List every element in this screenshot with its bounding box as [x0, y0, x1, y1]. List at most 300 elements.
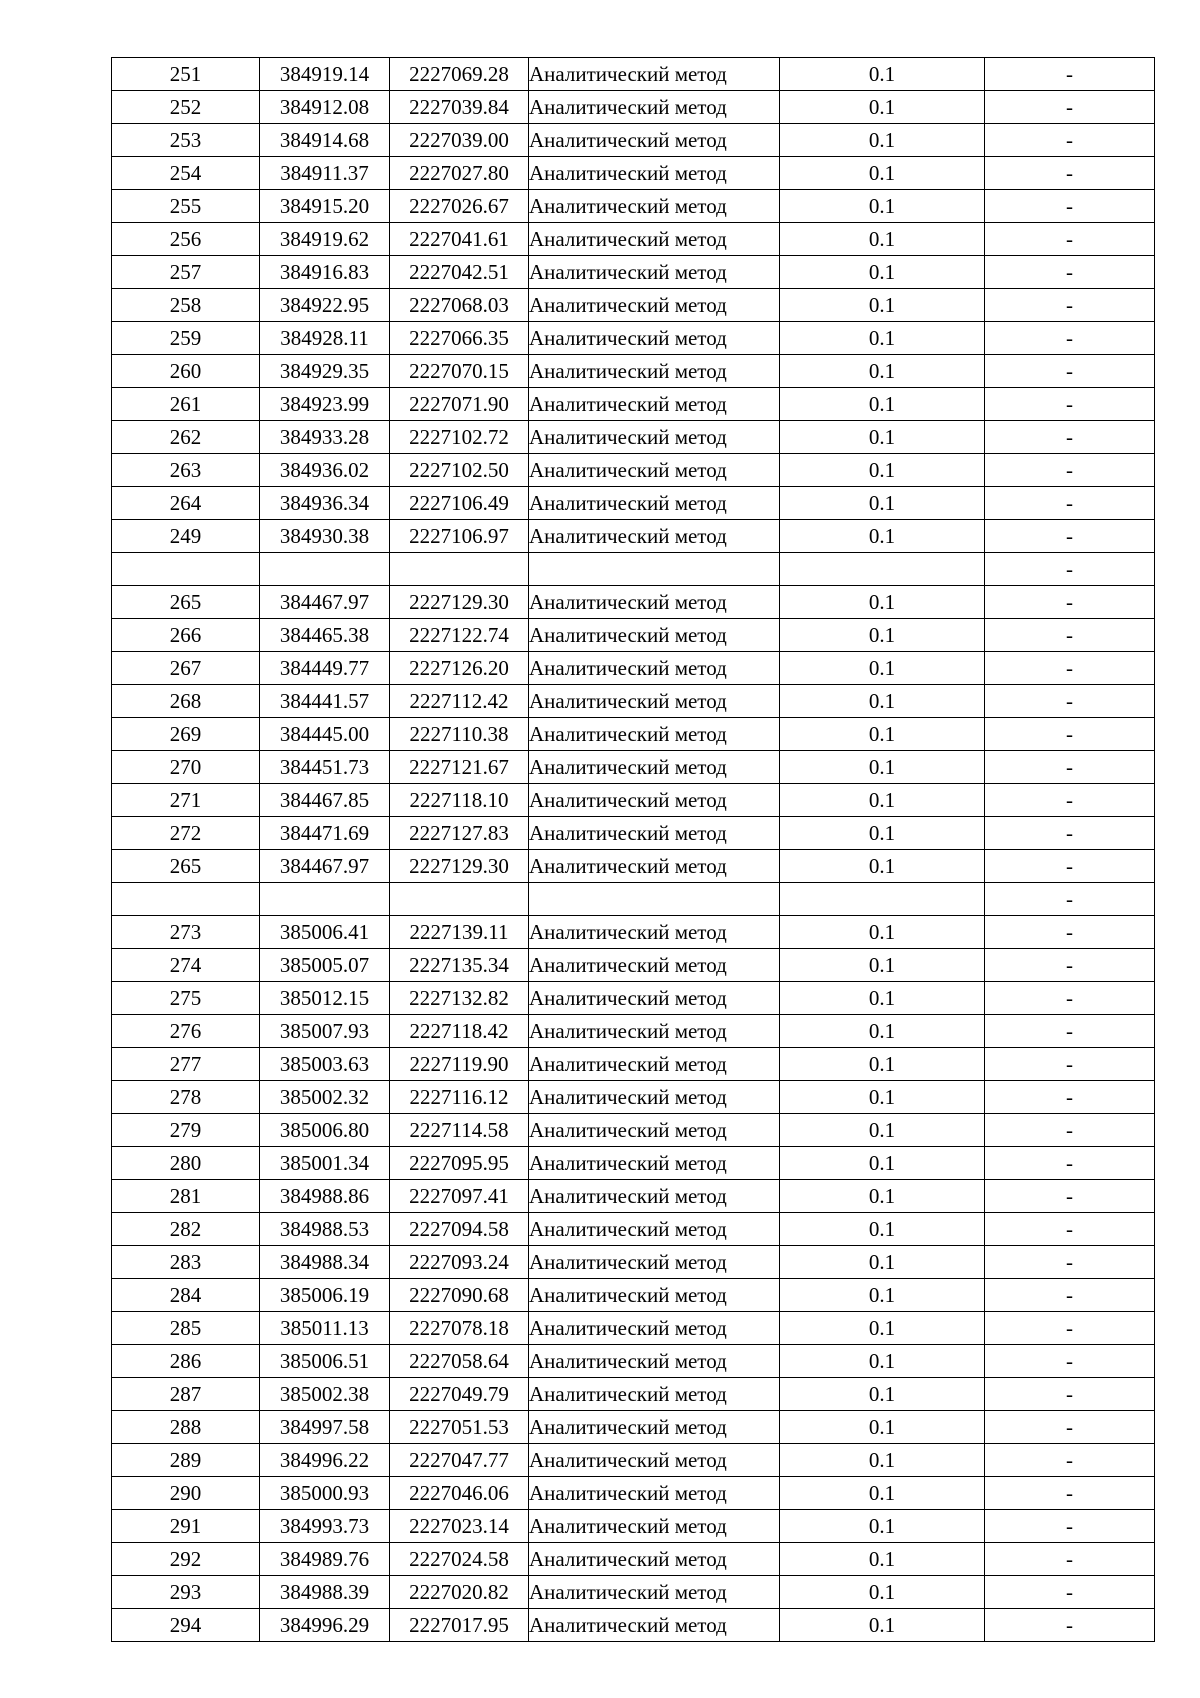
method-cell: Аналитический метод	[529, 388, 780, 421]
y-coordinate-cell: 2227095.95	[390, 1147, 529, 1180]
method-cell: Аналитический метод	[529, 1015, 780, 1048]
table-row	[112, 223, 1155, 256]
table-row	[112, 1609, 1155, 1642]
point-number-cell: 265	[112, 850, 260, 883]
accuracy-cell: 0.1	[780, 1444, 985, 1477]
y-coordinate-cell: 2227027.80	[390, 157, 529, 190]
note-cell: -	[985, 1411, 1155, 1444]
table-row	[112, 685, 1155, 718]
y-coordinate-cell: 2227135.34	[390, 949, 529, 982]
point-number-cell: 258	[112, 289, 260, 322]
table-row	[112, 1147, 1155, 1180]
point-number-cell: 279	[112, 1114, 260, 1147]
table-row	[112, 1543, 1155, 1576]
x-coordinate-cell: 384996.29	[260, 1609, 390, 1642]
note-cell: -	[985, 982, 1155, 1015]
method-cell: Аналитический метод	[529, 1213, 780, 1246]
table-row	[112, 1180, 1155, 1213]
x-coordinate-cell: 385007.93	[260, 1015, 390, 1048]
x-coordinate-cell: 384922.95	[260, 289, 390, 322]
accuracy-cell	[780, 553, 985, 586]
note-cell: -	[985, 1213, 1155, 1246]
accuracy-cell: 0.1	[780, 652, 985, 685]
point-number-cell: 261	[112, 388, 260, 421]
x-coordinate-cell	[260, 883, 390, 916]
accuracy-cell: 0.1	[780, 487, 985, 520]
note-cell: -	[985, 1510, 1155, 1543]
note-cell: -	[985, 322, 1155, 355]
accuracy-cell	[780, 883, 985, 916]
table-row	[112, 454, 1155, 487]
accuracy-cell: 0.1	[780, 1576, 985, 1609]
x-coordinate-cell	[260, 553, 390, 586]
point-number-cell: 268	[112, 685, 260, 718]
x-coordinate-cell: 384988.39	[260, 1576, 390, 1609]
x-coordinate-cell: 385011.13	[260, 1312, 390, 1345]
table-row	[112, 883, 1155, 916]
x-coordinate-cell: 384997.58	[260, 1411, 390, 1444]
point-number-cell: 265	[112, 586, 260, 619]
point-number-cell: 275	[112, 982, 260, 1015]
method-cell: Аналитический метод	[529, 256, 780, 289]
table-row	[112, 124, 1155, 157]
table-row	[112, 1510, 1155, 1543]
method-cell: Аналитический метод	[529, 652, 780, 685]
point-number-cell: 293	[112, 1576, 260, 1609]
accuracy-cell: 0.1	[780, 751, 985, 784]
point-number-cell: 266	[112, 619, 260, 652]
note-cell: -	[985, 1543, 1155, 1576]
table-row	[112, 817, 1155, 850]
point-number-cell: 282	[112, 1213, 260, 1246]
x-coordinate-cell: 384916.83	[260, 256, 390, 289]
coordinates-table-body	[112, 58, 1155, 1642]
method-cell: Аналитический метод	[529, 1477, 780, 1510]
note-cell: -	[985, 685, 1155, 718]
accuracy-cell: 0.1	[780, 58, 985, 91]
x-coordinate-cell: 384467.97	[260, 850, 390, 883]
x-coordinate-cell: 385006.41	[260, 916, 390, 949]
note-cell: -	[985, 883, 1155, 916]
accuracy-cell: 0.1	[780, 916, 985, 949]
y-coordinate-cell: 2227127.83	[390, 817, 529, 850]
method-cell: Аналитический метод	[529, 1114, 780, 1147]
accuracy-cell: 0.1	[780, 1279, 985, 1312]
table-row	[112, 1015, 1155, 1048]
method-cell: Аналитический метод	[529, 58, 780, 91]
x-coordinate-cell: 384471.69	[260, 817, 390, 850]
accuracy-cell: 0.1	[780, 1048, 985, 1081]
table-row	[112, 1279, 1155, 1312]
table-row	[112, 91, 1155, 124]
note-cell: -	[985, 1444, 1155, 1477]
point-number-cell: 263	[112, 454, 260, 487]
y-coordinate-cell: 2227116.12	[390, 1081, 529, 1114]
accuracy-cell: 0.1	[780, 1246, 985, 1279]
method-cell: Аналитический метод	[529, 1576, 780, 1609]
y-coordinate-cell: 2227132.82	[390, 982, 529, 1015]
x-coordinate-cell: 384912.08	[260, 91, 390, 124]
y-coordinate-cell: 2227042.51	[390, 256, 529, 289]
y-coordinate-cell: 2227068.03	[390, 289, 529, 322]
accuracy-cell: 0.1	[780, 1510, 985, 1543]
table-row	[112, 916, 1155, 949]
accuracy-cell: 0.1	[780, 1477, 985, 1510]
y-coordinate-cell: 2227097.41	[390, 1180, 529, 1213]
method-cell: Аналитический метод	[529, 520, 780, 553]
table-row	[112, 1378, 1155, 1411]
point-number-cell: 269	[112, 718, 260, 751]
point-number-cell: 294	[112, 1609, 260, 1642]
accuracy-cell: 0.1	[780, 1411, 985, 1444]
note-cell: -	[985, 454, 1155, 487]
point-number-cell: 267	[112, 652, 260, 685]
method-cell: Аналитический метод	[529, 982, 780, 1015]
note-cell: -	[985, 1180, 1155, 1213]
note-cell: -	[985, 652, 1155, 685]
method-cell: Аналитический метод	[529, 124, 780, 157]
accuracy-cell: 0.1	[780, 355, 985, 388]
note-cell: -	[985, 355, 1155, 388]
table-row	[112, 784, 1155, 817]
y-coordinate-cell: 2227051.53	[390, 1411, 529, 1444]
method-cell: Аналитический метод	[529, 355, 780, 388]
x-coordinate-cell: 384919.62	[260, 223, 390, 256]
point-number-cell: 259	[112, 322, 260, 355]
x-coordinate-cell: 384911.37	[260, 157, 390, 190]
accuracy-cell: 0.1	[780, 1180, 985, 1213]
method-cell: Аналитический метод	[529, 1411, 780, 1444]
accuracy-cell: 0.1	[780, 289, 985, 322]
point-number-cell: 264	[112, 487, 260, 520]
method-cell: Аналитический метод	[529, 190, 780, 223]
note-cell: -	[985, 718, 1155, 751]
x-coordinate-cell: 384993.73	[260, 1510, 390, 1543]
y-coordinate-cell: 2227039.00	[390, 124, 529, 157]
table-row	[112, 421, 1155, 454]
point-number-cell: 280	[112, 1147, 260, 1180]
accuracy-cell: 0.1	[780, 1114, 985, 1147]
x-coordinate-cell: 385000.93	[260, 1477, 390, 1510]
x-coordinate-cell: 385001.34	[260, 1147, 390, 1180]
x-coordinate-cell: 385006.51	[260, 1345, 390, 1378]
method-cell: Аналитический метод	[529, 949, 780, 982]
y-coordinate-cell: 2227121.67	[390, 751, 529, 784]
table-row	[112, 553, 1155, 586]
table-row	[112, 652, 1155, 685]
document-page	[111, 57, 1154, 1642]
y-coordinate-cell: 2227049.79	[390, 1378, 529, 1411]
y-coordinate-cell: 2227047.77	[390, 1444, 529, 1477]
table-row	[112, 1477, 1155, 1510]
method-cell: Аналитический метод	[529, 1345, 780, 1378]
y-coordinate-cell: 2227024.58	[390, 1543, 529, 1576]
x-coordinate-cell: 384930.38	[260, 520, 390, 553]
point-number-cell: 289	[112, 1444, 260, 1477]
point-number-cell: 278	[112, 1081, 260, 1114]
accuracy-cell: 0.1	[780, 949, 985, 982]
note-cell: -	[985, 1576, 1155, 1609]
accuracy-cell: 0.1	[780, 256, 985, 289]
y-coordinate-cell: 2227093.24	[390, 1246, 529, 1279]
note-cell: -	[985, 289, 1155, 322]
table-row	[112, 1048, 1155, 1081]
y-coordinate-cell: 2227066.35	[390, 322, 529, 355]
accuracy-cell: 0.1	[780, 1378, 985, 1411]
point-number-cell: 254	[112, 157, 260, 190]
method-cell: Аналитический метод	[529, 1609, 780, 1642]
point-number-cell: 290	[112, 1477, 260, 1510]
table-row	[112, 256, 1155, 289]
y-coordinate-cell: 2227070.15	[390, 355, 529, 388]
x-coordinate-cell: 384996.22	[260, 1444, 390, 1477]
note-cell: -	[985, 520, 1155, 553]
y-coordinate-cell: 2227071.90	[390, 388, 529, 421]
point-number-cell: 252	[112, 91, 260, 124]
point-number-cell: 256	[112, 223, 260, 256]
note-cell: -	[985, 817, 1155, 850]
point-number-cell: 291	[112, 1510, 260, 1543]
table-row	[112, 388, 1155, 421]
accuracy-cell: 0.1	[780, 1609, 985, 1642]
accuracy-cell: 0.1	[780, 817, 985, 850]
note-cell: -	[985, 1378, 1155, 1411]
note-cell: -	[985, 619, 1155, 652]
table-row	[112, 1213, 1155, 1246]
method-cell: Аналитический метод	[529, 850, 780, 883]
x-coordinate-cell: 384988.86	[260, 1180, 390, 1213]
method-cell: Аналитический метод	[529, 322, 780, 355]
method-cell: Аналитический метод	[529, 916, 780, 949]
note-cell: -	[985, 256, 1155, 289]
note-cell: -	[985, 157, 1155, 190]
method-cell: Аналитический метод	[529, 1312, 780, 1345]
method-cell: Аналитический метод	[529, 718, 780, 751]
point-number-cell: 253	[112, 124, 260, 157]
note-cell: -	[985, 1048, 1155, 1081]
point-number-cell: 285	[112, 1312, 260, 1345]
method-cell: Аналитический метод	[529, 685, 780, 718]
point-number-cell: 271	[112, 784, 260, 817]
point-number-cell: 286	[112, 1345, 260, 1378]
y-coordinate-cell: 2227020.82	[390, 1576, 529, 1609]
method-cell: Аналитический метод	[529, 586, 780, 619]
point-number-cell: 262	[112, 421, 260, 454]
method-cell: Аналитический метод	[529, 1444, 780, 1477]
x-coordinate-cell: 384929.35	[260, 355, 390, 388]
note-cell: -	[985, 91, 1155, 124]
x-coordinate-cell: 385003.63	[260, 1048, 390, 1081]
point-number-cell: 276	[112, 1015, 260, 1048]
table-row	[112, 58, 1155, 91]
point-number-cell: 273	[112, 916, 260, 949]
point-number-cell: 288	[112, 1411, 260, 1444]
x-coordinate-cell: 385002.32	[260, 1081, 390, 1114]
note-cell: -	[985, 124, 1155, 157]
x-coordinate-cell: 385002.38	[260, 1378, 390, 1411]
note-cell: -	[985, 223, 1155, 256]
x-coordinate-cell: 384936.02	[260, 454, 390, 487]
x-coordinate-cell: 384465.38	[260, 619, 390, 652]
point-number-cell: 260	[112, 355, 260, 388]
method-cell: Аналитический метод	[529, 751, 780, 784]
note-cell: -	[985, 1246, 1155, 1279]
accuracy-cell: 0.1	[780, 850, 985, 883]
table-row	[112, 949, 1155, 982]
table-row	[112, 487, 1155, 520]
point-number-cell: 249	[112, 520, 260, 553]
y-coordinate-cell: 2227114.58	[390, 1114, 529, 1147]
method-cell: Аналитический метод	[529, 1543, 780, 1576]
accuracy-cell: 0.1	[780, 1312, 985, 1345]
x-coordinate-cell: 384915.20	[260, 190, 390, 223]
accuracy-cell: 0.1	[780, 1543, 985, 1576]
y-coordinate-cell: 2227039.84	[390, 91, 529, 124]
note-cell: -	[985, 1015, 1155, 1048]
method-cell: Аналитический метод	[529, 157, 780, 190]
note-cell: -	[985, 751, 1155, 784]
accuracy-cell: 0.1	[780, 421, 985, 454]
accuracy-cell: 0.1	[780, 388, 985, 421]
x-coordinate-cell: 384467.85	[260, 784, 390, 817]
table-row	[112, 619, 1155, 652]
method-cell: Аналитический метод	[529, 1147, 780, 1180]
accuracy-cell: 0.1	[780, 982, 985, 1015]
table-row	[112, 982, 1155, 1015]
method-cell: Аналитический метод	[529, 421, 780, 454]
table-row	[112, 1345, 1155, 1378]
y-coordinate-cell: 2227118.42	[390, 1015, 529, 1048]
x-coordinate-cell: 384989.76	[260, 1543, 390, 1576]
x-coordinate-cell: 384923.99	[260, 388, 390, 421]
accuracy-cell: 0.1	[780, 190, 985, 223]
y-coordinate-cell: 2227041.61	[390, 223, 529, 256]
method-cell: Аналитический метод	[529, 784, 780, 817]
y-coordinate-cell: 2227106.97	[390, 520, 529, 553]
table-row	[112, 520, 1155, 553]
accuracy-cell: 0.1	[780, 1147, 985, 1180]
accuracy-cell: 0.1	[780, 124, 985, 157]
method-cell: Аналитический метод	[529, 1081, 780, 1114]
accuracy-cell: 0.1	[780, 223, 985, 256]
table-row	[112, 1312, 1155, 1345]
y-coordinate-cell	[390, 553, 529, 586]
table-row	[112, 1411, 1155, 1444]
method-cell: Аналитический метод	[529, 1279, 780, 1312]
x-coordinate-cell: 385012.15	[260, 982, 390, 1015]
x-coordinate-cell: 384467.97	[260, 586, 390, 619]
point-number-cell: 284	[112, 1279, 260, 1312]
table-row	[112, 1246, 1155, 1279]
method-cell	[529, 883, 780, 916]
method-cell	[529, 553, 780, 586]
y-coordinate-cell: 2227129.30	[390, 586, 529, 619]
note-cell: -	[985, 1312, 1155, 1345]
accuracy-cell: 0.1	[780, 1213, 985, 1246]
x-coordinate-cell: 384919.14	[260, 58, 390, 91]
note-cell: -	[985, 388, 1155, 421]
method-cell: Аналитический метод	[529, 1510, 780, 1543]
note-cell: -	[985, 1279, 1155, 1312]
accuracy-cell: 0.1	[780, 520, 985, 553]
y-coordinate-cell: 2227139.11	[390, 916, 529, 949]
note-cell: -	[985, 1081, 1155, 1114]
x-coordinate-cell: 385005.07	[260, 949, 390, 982]
method-cell: Аналитический метод	[529, 91, 780, 124]
table-row	[112, 718, 1155, 751]
point-number-cell: 292	[112, 1543, 260, 1576]
x-coordinate-cell: 384445.00	[260, 718, 390, 751]
method-cell: Аналитический метод	[529, 223, 780, 256]
y-coordinate-cell: 2227126.20	[390, 652, 529, 685]
point-number-cell: 272	[112, 817, 260, 850]
y-coordinate-cell: 2227058.64	[390, 1345, 529, 1378]
x-coordinate-cell: 384988.34	[260, 1246, 390, 1279]
point-number-cell: 287	[112, 1378, 260, 1411]
method-cell: Аналитический метод	[529, 817, 780, 850]
y-coordinate-cell: 2227023.14	[390, 1510, 529, 1543]
note-cell: -	[985, 850, 1155, 883]
x-coordinate-cell: 384928.11	[260, 322, 390, 355]
y-coordinate-cell: 2227102.72	[390, 421, 529, 454]
point-number-cell: 270	[112, 751, 260, 784]
x-coordinate-cell: 384933.28	[260, 421, 390, 454]
accuracy-cell: 0.1	[780, 91, 985, 124]
accuracy-cell: 0.1	[780, 619, 985, 652]
point-number-cell: 255	[112, 190, 260, 223]
x-coordinate-cell: 384451.73	[260, 751, 390, 784]
note-cell: -	[985, 1345, 1155, 1378]
accuracy-cell: 0.1	[780, 1015, 985, 1048]
note-cell: -	[985, 784, 1155, 817]
accuracy-cell: 0.1	[780, 322, 985, 355]
method-cell: Аналитический метод	[529, 289, 780, 322]
point-number-cell	[112, 553, 260, 586]
accuracy-cell: 0.1	[780, 1345, 985, 1378]
table-row	[112, 322, 1155, 355]
point-number-cell	[112, 883, 260, 916]
y-coordinate-cell: 2227118.10	[390, 784, 529, 817]
note-cell: -	[985, 421, 1155, 454]
method-cell: Аналитический метод	[529, 487, 780, 520]
point-number-cell: 281	[112, 1180, 260, 1213]
table-row	[112, 355, 1155, 388]
y-coordinate-cell: 2227046.06	[390, 1477, 529, 1510]
note-cell: -	[985, 58, 1155, 91]
accuracy-cell: 0.1	[780, 718, 985, 751]
y-coordinate-cell: 2227017.95	[390, 1609, 529, 1642]
note-cell: -	[985, 1477, 1155, 1510]
method-cell: Аналитический метод	[529, 1180, 780, 1213]
x-coordinate-cell: 385006.80	[260, 1114, 390, 1147]
table-row	[112, 1114, 1155, 1147]
coordinates-table	[111, 57, 1155, 1642]
y-coordinate-cell	[390, 883, 529, 916]
note-cell: -	[985, 190, 1155, 223]
x-coordinate-cell: 385006.19	[260, 1279, 390, 1312]
y-coordinate-cell: 2227102.50	[390, 454, 529, 487]
table-row	[112, 289, 1155, 322]
y-coordinate-cell: 2227069.28	[390, 58, 529, 91]
table-row	[112, 751, 1155, 784]
point-number-cell: 283	[112, 1246, 260, 1279]
note-cell: -	[985, 916, 1155, 949]
x-coordinate-cell: 384441.57	[260, 685, 390, 718]
note-cell: -	[985, 586, 1155, 619]
accuracy-cell: 0.1	[780, 1081, 985, 1114]
y-coordinate-cell: 2227119.90	[390, 1048, 529, 1081]
accuracy-cell: 0.1	[780, 685, 985, 718]
